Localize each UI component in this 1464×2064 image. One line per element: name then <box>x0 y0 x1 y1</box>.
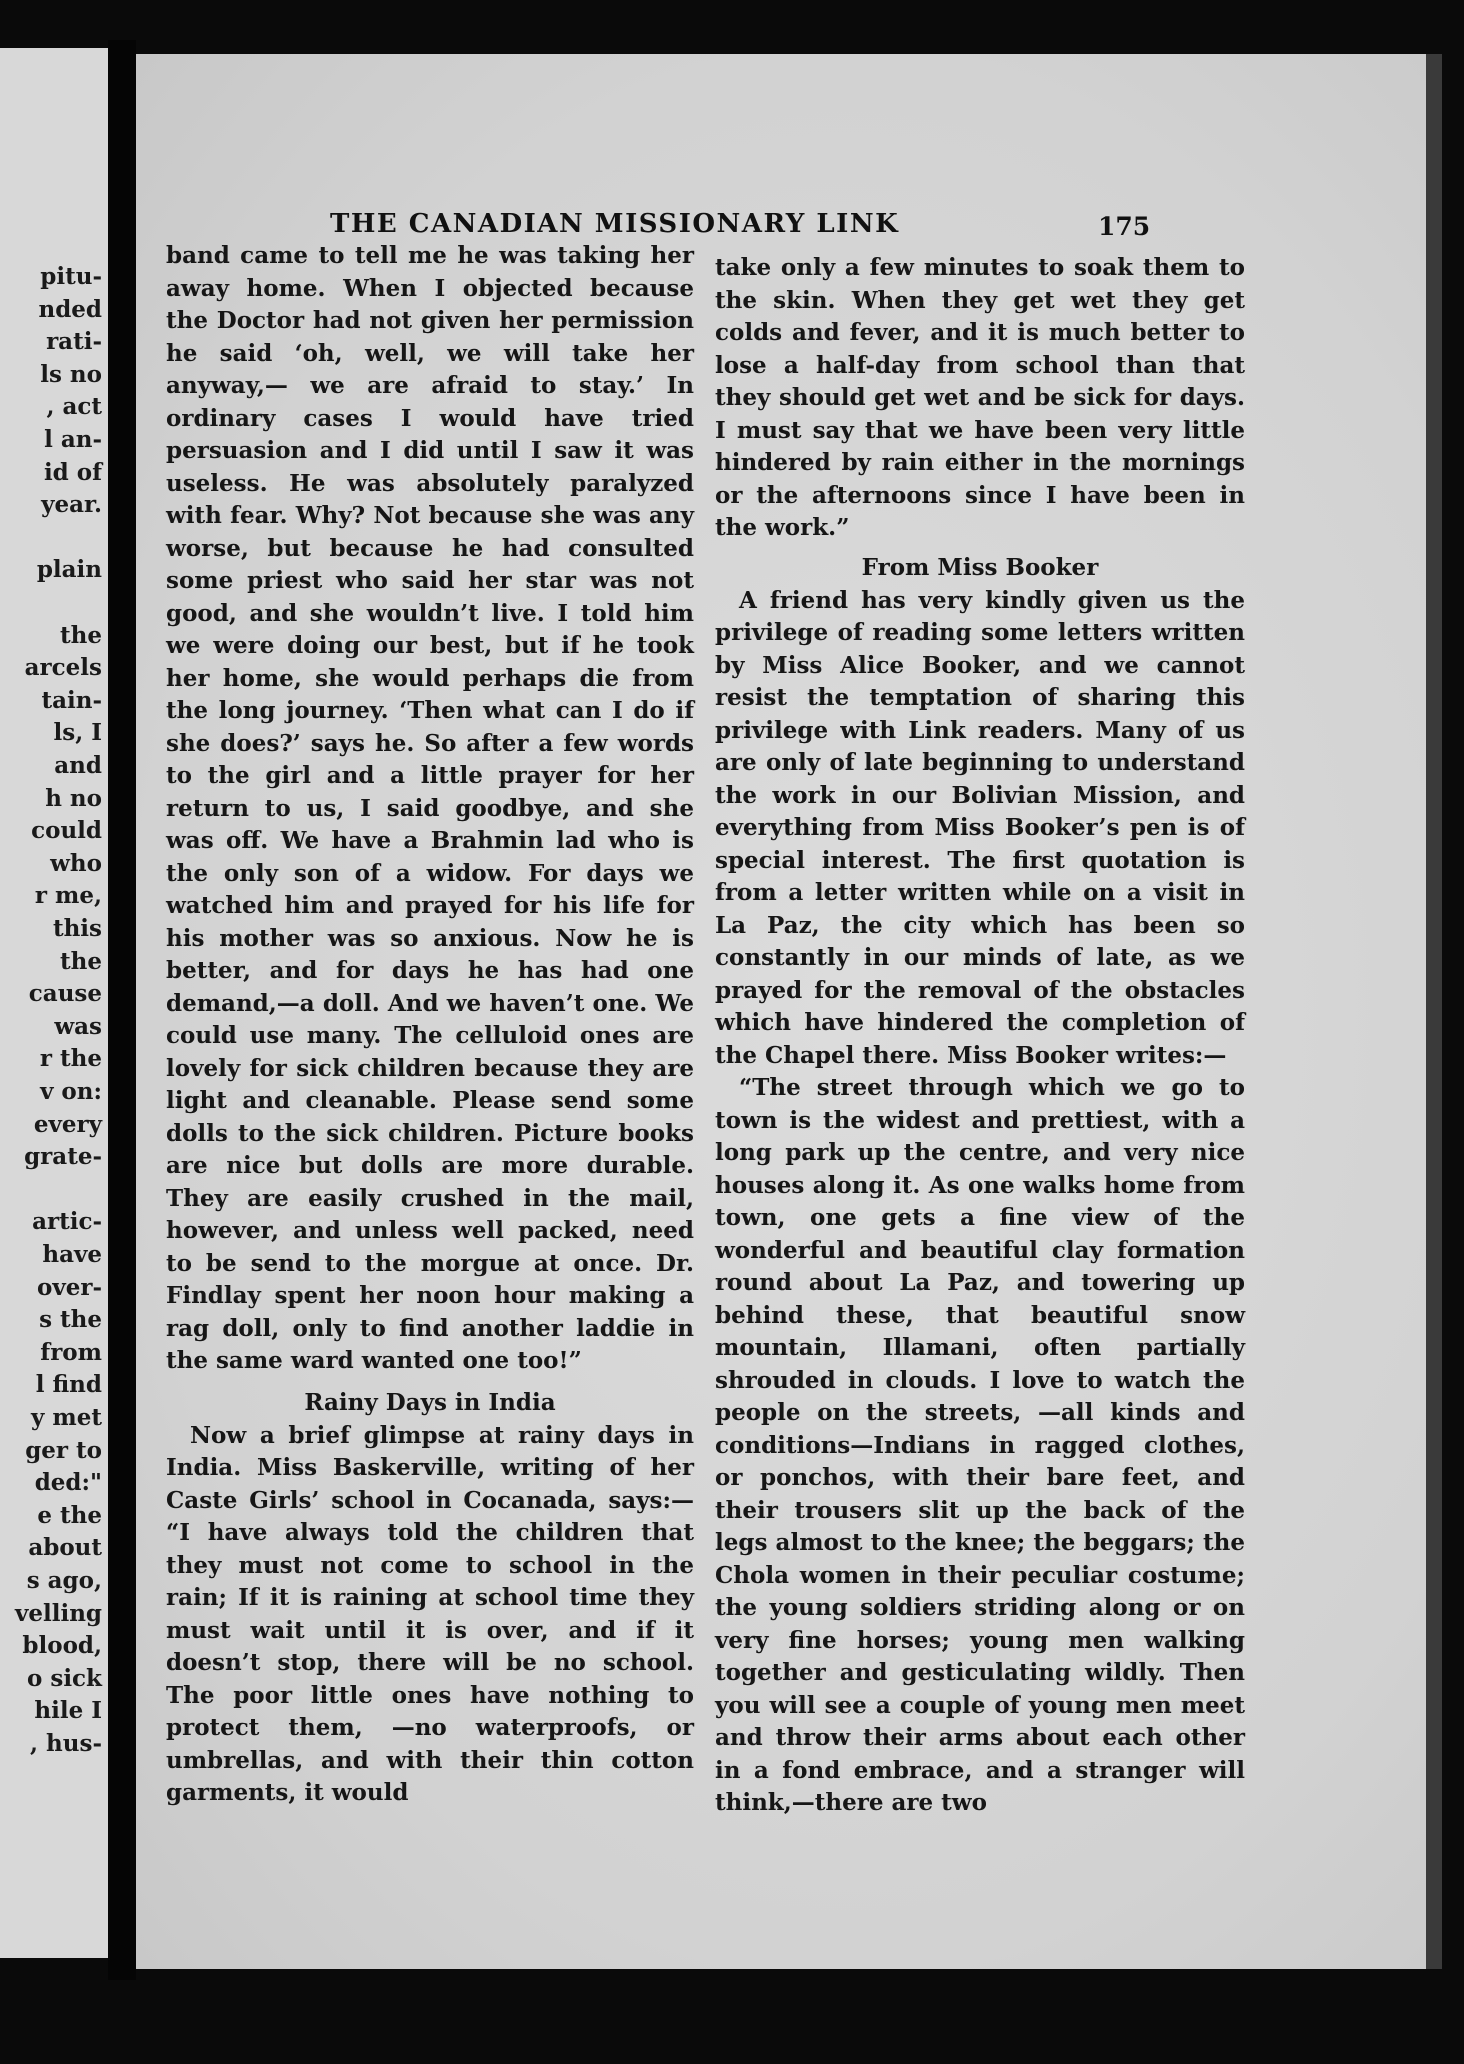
facing-page-line: year. <box>41 491 102 519</box>
paragraph: “The street through which we go to town is the widest and prettiest, with a long park up the centre, and very nice houses along it. As one walks home from town, one gets a fine view of the wonderful and beautiful clay formation round about La Paz, and towering up behind these, that beautiful snow mountain, Illamani, often partially shrouded in clouds. I love to watch the people on the streets, —all kinds and conditions—Indians in ragged clothes, or ponchos, with their bare feet, and their trousers slit up the back of the legs almost to the knee; the beggars; the Chola women in their peculiar costume; the young soldiers striding along or on very fine horses; young men walking together and gesticulating wildly. Then you will see a couple of young men meet and throw their arms about each other in a fond embrace, and a stranger will think,—there are two <box>715 1074 1245 1816</box>
facing-page-line: have <box>42 1241 102 1268</box>
facing-page-line: from <box>40 1338 102 1366</box>
facing-page-line: l an- <box>44 426 102 453</box>
facing-page-line: e the <box>37 1501 102 1529</box>
running-head: THE CANADIAN MISSIONARY LINK <box>330 209 900 239</box>
paragraph: A friend has very kindly given us the privilege of reading some letters written by Miss Alice Booker, and we cannot resist the temptation of sharing this privilege with Link readers. Many of us are only of late beginning to understand the work in our Bolivian Mission, and everything from Miss Booker’s pen is of special interest. The first quotation is from a letter written while on a visit in La Paz, the city which has been so constantly in our minds of late, as we prayed for the removal of the obstacles which have hindered the completion of the Chapel there. Miss Booker writes:— <box>715 586 1245 1069</box>
facing-page-line: arcels <box>24 654 102 682</box>
facing-page-line: grate- <box>24 1143 102 1171</box>
facing-page-line: about <box>28 1534 102 1562</box>
facing-page-line: ls, I <box>53 719 102 747</box>
facing-page-line: r me, <box>34 882 102 910</box>
facing-page-line: plain <box>36 556 102 584</box>
facing-page-line: , act <box>46 393 102 421</box>
facing-page-line: velling <box>14 1599 102 1627</box>
facing-page-line: s ago, <box>26 1567 102 1594</box>
facing-page-line: l find <box>35 1371 102 1399</box>
facing-page-line: h no <box>45 784 102 812</box>
facing-page-line: every <box>33 1110 102 1138</box>
facing-page-line: rati- <box>46 328 102 356</box>
book-gutter <box>108 40 136 1980</box>
facing-page-line: the <box>60 621 102 649</box>
facing-page-line: was <box>54 1012 102 1040</box>
facing-page-line: r the <box>39 1045 102 1073</box>
facing-page-line: ded:" <box>34 1469 102 1497</box>
facing-page-line: and <box>54 752 102 779</box>
facing-page-line: ger to <box>25 1436 102 1464</box>
facing-page-line: o sick <box>27 1664 102 1692</box>
facing-page-line: nded <box>38 295 102 323</box>
facing-page-line: tain- <box>41 686 102 714</box>
facing-page-line: could <box>31 817 102 845</box>
paragraph: band came to tell me he was taking her away home. When I objected because the Doctor had not given her permission he said ‘oh, well, we will take her anyway,— we are afraid to stay.’ In ordinary cases I would have tried persuasion and I did until I saw it was useless. He was absolutely paralyzed with fear. Why? Not because she was any worse, but because he had consulted some priest who said her star was not good, and she wouldn’t live. I told him we were doing our best, but if he took her home, she would perhaps die from the long journey. ‘Then what can I do if she does?’ says he. So after a few words to the girl and a little prayer for her return to us, I said goodbye, and she was off. We have a Brahmin lad who is the only son of a widow. For days we watched him and prayed for his life for his mother was so anxious. Now he is better, and for days he has had one demand,—a doll. And we haven’t one. We could use many. The celluloid ones are lovely for sick children because they are light and cleanable. Please send some dolls to the sick children. Picture books are nice but dolls are more durable. They are easily crushed in the mail, however, and unless well packed, need to be send to the morgue at once. Dr. Findlay spent her noon hour making a rag doll, only to find another laddie in the same ward wanted one too!” <box>166 242 694 1374</box>
facing-page-line: ls no <box>40 360 102 388</box>
facing-page-line: the <box>60 947 102 975</box>
page-edge <box>1426 54 1442 1969</box>
page-number: 175 <box>1098 212 1151 241</box>
facing-page-line: id of <box>43 458 102 486</box>
section-heading-rainy-days: Rainy Days in India <box>304 1388 556 1416</box>
facing-page-line: blood, <box>22 1632 102 1660</box>
facing-page-line: cause <box>28 980 102 1008</box>
facing-page-line: artic- <box>32 1208 102 1236</box>
facing-page-line: s the <box>39 1306 102 1334</box>
facing-page <box>0 48 108 1958</box>
facing-page-line: hile I <box>34 1697 102 1725</box>
facing-page-line: , hus- <box>30 1730 102 1757</box>
paragraph: Now a brief glimpse at rainy days in India. Miss Baskerville, writing of her Caste Girls’ school in Cocanada, says:— “I have always told the children that they must not come to school in the rain; If it is raining at school time they must wait until it is over, and if it doesn’t stop, there will be no school. The poor little ones have nothing to protect them, —no waterproofs, or umbrellas, and with their thin cotton garments, it would <box>166 1421 694 1806</box>
facing-page-line: who <box>50 849 102 877</box>
facing-page-line: over- <box>36 1273 102 1301</box>
paragraph: take only a few minutes to soak them to the skin. When they get wet they get colds and fever, and it is much better to lose a half-day from school than that they should get wet and be sick for days. I must say that we have been very little hindered by rain either in the mornings or the afternoons since I have been in the work.” <box>715 254 1245 541</box>
facing-page-line: pitu- <box>40 263 102 290</box>
facing-page-line: v on: <box>40 1078 102 1105</box>
section-heading-miss-booker: From Miss Booker <box>861 553 1099 581</box>
right-column <box>715 252 1245 1820</box>
facing-page-line: this <box>52 915 102 942</box>
facing-page-line: y met <box>31 1404 102 1431</box>
left-column <box>166 240 694 1810</box>
